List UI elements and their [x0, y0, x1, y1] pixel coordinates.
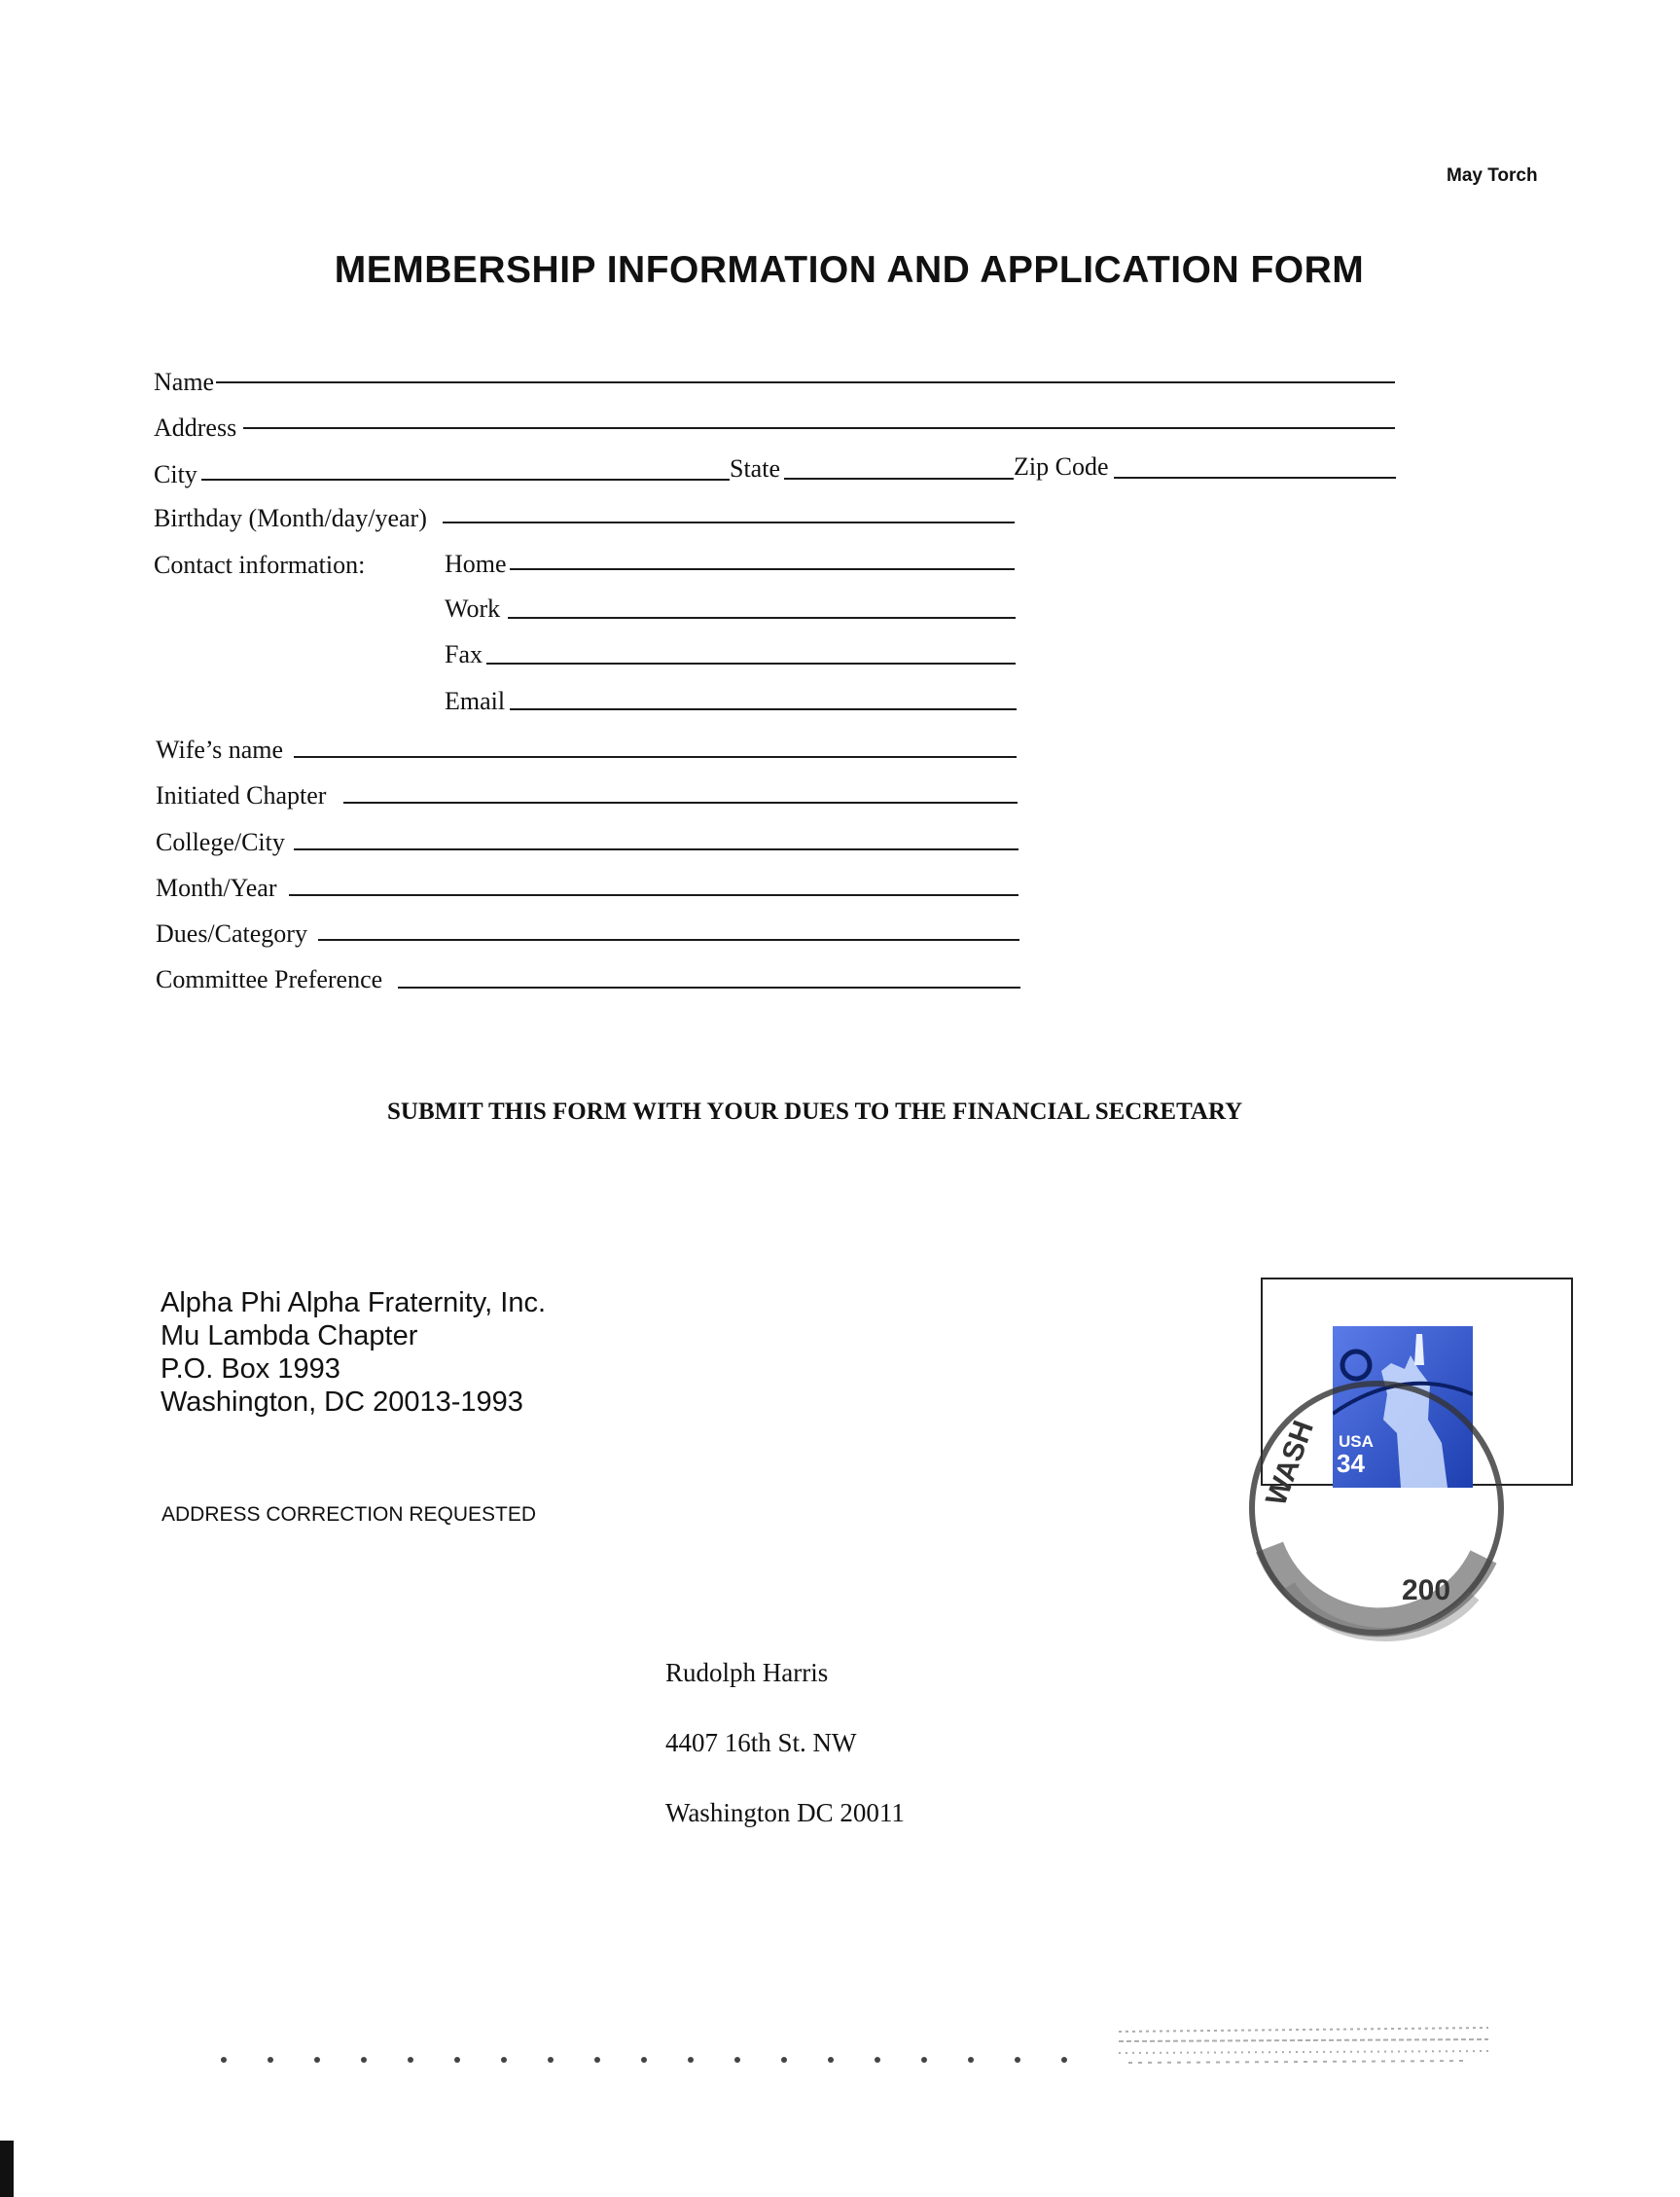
- postmark-icon: [1231, 1362, 1522, 1674]
- recipient-line: Washington DC 20011: [665, 1798, 905, 1827]
- initiated-label: Initiated Chapter: [156, 781, 327, 810]
- barcode-smudge: [1119, 2020, 1488, 2069]
- email-label: Email: [445, 687, 506, 715]
- zip-label: Zip Code: [1014, 452, 1109, 481]
- name-line[interactable]: [216, 381, 1395, 383]
- recipient-line: 4407 16th St. NW: [665, 1728, 857, 1757]
- month-year-label: Month/Year: [156, 874, 277, 902]
- scan-edge-mark: [0, 2141, 14, 2197]
- email-line[interactable]: [510, 708, 1017, 710]
- submit-note: SUBMIT THIS FORM WITH YOUR DUES TO THE FINANCIAL SECRETARY: [387, 1098, 1243, 1125]
- college-label: College/City: [156, 828, 285, 856]
- address-line[interactable]: [243, 427, 1395, 429]
- name-label: Name: [154, 368, 215, 396]
- city-label: City: [154, 460, 197, 488]
- recipient-line: Rudolph Harris: [665, 1658, 829, 1687]
- issue-label: May Torch: [1447, 165, 1538, 186]
- month-year-line[interactable]: [289, 894, 1019, 896]
- state-label: State: [730, 454, 780, 483]
- committee-label: Committee Preference: [156, 965, 383, 993]
- fax-line[interactable]: [486, 663, 1016, 665]
- address-label: Address: [154, 414, 237, 442]
- postmark-year: 200: [1402, 1574, 1451, 1606]
- stamp-country: USA: [1339, 1432, 1374, 1451]
- postmark-city: WASH: [1260, 1416, 1320, 1510]
- initiated-line[interactable]: [343, 802, 1018, 804]
- recipient-address: [665, 1638, 905, 1848]
- work-line[interactable]: [508, 617, 1016, 619]
- home-line[interactable]: [510, 568, 1015, 570]
- committee-line[interactable]: [398, 987, 1020, 989]
- fax-label: Fax: [445, 640, 483, 668]
- return-line: P.O. Box 1993: [161, 1353, 340, 1385]
- dues-line[interactable]: [318, 939, 1019, 941]
- address-correction-note: ADDRESS CORRECTION REQUESTED: [161, 1503, 537, 1526]
- return-line: Mu Lambda Chapter: [161, 1320, 418, 1351]
- contact-label: Contact information:: [154, 551, 366, 579]
- home-label: Home: [445, 550, 507, 578]
- stamp-value: 34: [1337, 1449, 1365, 1478]
- college-line[interactable]: [294, 848, 1019, 850]
- return-line: Alpha Phi Alpha Fraternity, Inc.: [161, 1287, 547, 1318]
- state-line[interactable]: [784, 478, 1014, 480]
- city-line[interactable]: [201, 479, 730, 481]
- dues-label: Dues/Category: [156, 919, 307, 948]
- zip-line[interactable]: [1114, 477, 1396, 479]
- wife-line[interactable]: [294, 756, 1017, 758]
- return-address: [161, 1286, 546, 1419]
- birthday-line[interactable]: [443, 522, 1015, 523]
- return-line: Washington, DC 20013-1993: [161, 1387, 523, 1418]
- birthday-label: Birthday (Month/day/year): [154, 504, 427, 532]
- form-title: MEMBERSHIP INFORMATION AND APPLICATION FORM: [334, 249, 1365, 291]
- wife-label: Wife’s name: [156, 736, 284, 764]
- perforation-dots: [214, 2053, 1090, 2067]
- work-label: Work: [445, 594, 501, 623]
